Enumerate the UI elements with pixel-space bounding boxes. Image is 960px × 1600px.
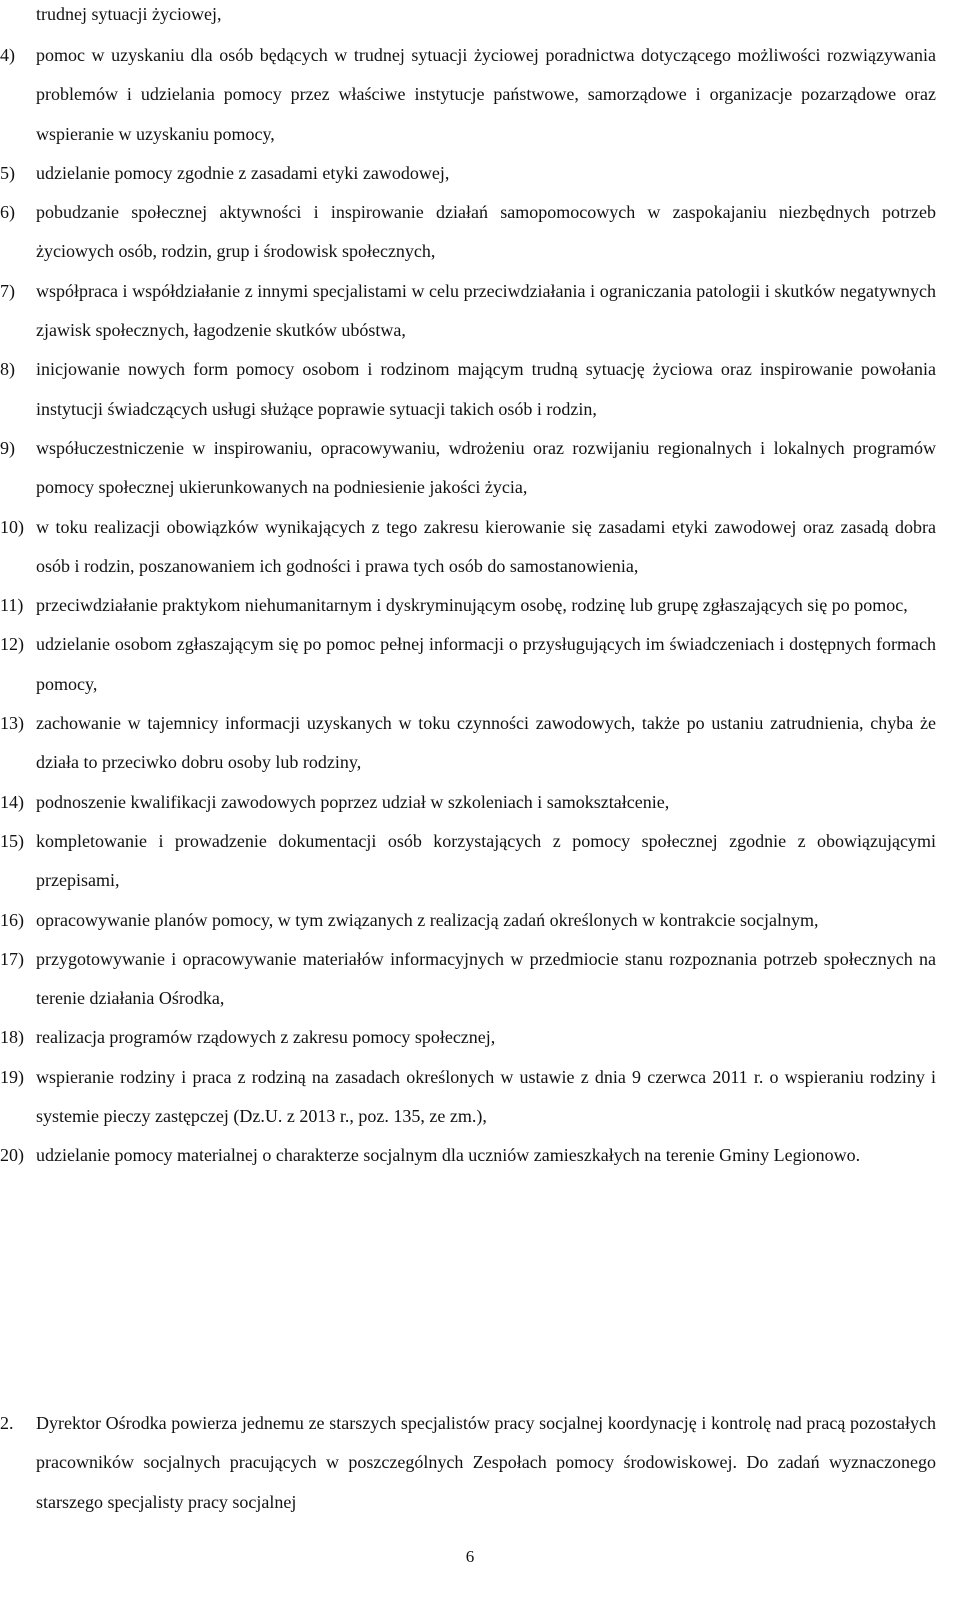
item-number: 5) [0,162,15,183]
page-number: 6 [465,1547,475,1566]
item-text: wspieranie rodziny i praca z rodziną na zasadach określonych w ustawie z dnia 9 czerwca 2011 r. o wspieraniu rodziny i systemie pieczy zastępczej (Dz.U. z 2013 r., poz. 135, ze zm.), [36,1066,936,1127]
item-text: udzielanie pomocy zgodnie z zasadami etyki zawodowej, [36,162,450,183]
item-number: 6) [0,202,15,223]
item-number: 4) [0,45,15,65]
list-item [0,193,960,272]
item-text: udzielanie osobom zgłaszającym się po pomoc pełnej informacji o przysługujących im świadczeniach i dostępnych formach pomocy, [36,634,936,694]
item-number: 12) [0,634,24,655]
item-text: współpraca i współdziałanie z innymi specjalistami w celu przeciwdziałania i ograniczania patologii i skutków negatywnych zjawisk społecznych, łagodzenie skutków ubóstwa, [36,280,936,341]
item-number: 15) [0,830,24,851]
item-text: realizacja programów rządowych z zakresu pomocy społecznej, [36,1027,496,1048]
list-item [0,1136,960,1175]
list-item [0,940,960,1019]
list-item [0,901,960,940]
item-text: kompletowanie i prowadzenie dokumentacji osób korzystających z pomocy społecznej zgodnie z obowiązującymi przepisami, [36,830,936,891]
list-item [0,429,960,508]
item-text: współuczestniczenie w inspirowaniu, opracowywaniu, wdrożeniu oraz rozwijaniu regionalnych i lokalnych programów pomocy społecznej ukierunkowanych na podniesienie jakości życia, [36,437,936,498]
duties-list [0,36,960,1176]
list-item [0,586,960,625]
item-number: 13) [0,713,24,734]
paragraph-text: Dyrektor Ośrodka powierza jednemu ze starszych specjalistów pracy socjalnej koordynację i kontrolę nad pracą pozostałych pracowników socjalnych pracujących w poszczególnych Zespołach pomocy środowiskowej. Do zadań wyznaczonego starszego specjalisty pracy socjalnej [36,1413,936,1512]
list-item [0,1058,960,1137]
item-text: przygotowywanie i opracowywanie materiałów informacyjnych w przedmiocie stanu rozpoznania potrzeb społecznych na terenie działania Ośrodka, [36,948,936,1009]
item-number: 10) [0,516,24,537]
list-item [0,1018,960,1057]
list-item [0,625,960,704]
item-number: 16) [0,909,24,930]
list-item [0,36,960,154]
item-text: opracowywanie planów pomocy, w tym związanych z realizacją zadań określonych w kontrakcie socjalnym, [36,909,819,930]
item-text: udzielanie pomocy materialnej o charakterze socjalnym dla uczniów zamieszkałych na terenie Gminy Legionowo. [36,1145,861,1166]
list-item [0,350,960,429]
list-item [0,272,960,351]
paragraph-number: 2. [0,1413,14,1433]
item-number: 11) [0,595,24,616]
list-item [0,822,960,901]
list-item [0,783,960,822]
item-number: 14) [0,791,24,812]
item-text: w toku realizacji obowiązków wynikających z tego zakresu kierowanie się zasadami etyki zawodowej oraz zasadą dobra osób i rodzin, poszanowaniem ich godności i prawa tych osób do samostanowienia, [36,516,936,576]
continuation-text: trudnej sytuacji życiowej, [36,4,222,24]
list-item [0,154,960,193]
paragraph-2 [0,1404,960,1522]
item-number: 17) [0,948,24,969]
item-number: 19) [0,1066,24,1087]
item-number: 9) [0,437,15,458]
item-number: 7) [0,280,15,301]
item-text: podnoszenie kwalifikacji zawodowych poprzez udział w szkoleniach i samokształcenie, [36,791,670,812]
item-text: inicjowanie nowych form pomocy osobom i rodzinom mającym trudną sytuację życiowa oraz inspirowanie powołania instytucji świadczących usługi służące poprawie sytuacji takich osób i rodzin, [36,359,936,419]
item-text: przeciwdziałanie praktykom niehumanitarnym i dyskryminującym osobę, rodzinę lub grupę zgłaszających się po pomoc, [36,595,908,616]
item-text: pomoc w uzyskaniu dla osób będących w trudnej sytuacji życiowej poradnictwa dotyczącego możliwości rozwiązywania problemów i udzielania pomocy przez właściwe instytucje państwowe, samorządowe i organizacje pozarządowe oraz wspieranie w uzyskaniu pomocy, [36,45,936,144]
paragraph-text-block [0,1404,960,1522]
item-number: 20) [0,1145,24,1166]
item-text: pobudzanie społecznej aktywności i inspirowanie działań samopomocowych w zaspokajaniu niezbędnych potrzeb życiowych osób, rodzin, grup i środowisk społecznych, [36,202,936,262]
item-text: zachowanie w tajemnicy informacji uzyskanych w toku czynności zawodowych, także po ustaniu zatrudnienia, chyba że działa to przeciwko dobru osoby lub rodziny, [36,713,936,773]
item-number: 8) [0,359,15,380]
item-number: 18) [0,1027,24,1048]
list-item [0,508,960,587]
list-item [0,704,960,783]
